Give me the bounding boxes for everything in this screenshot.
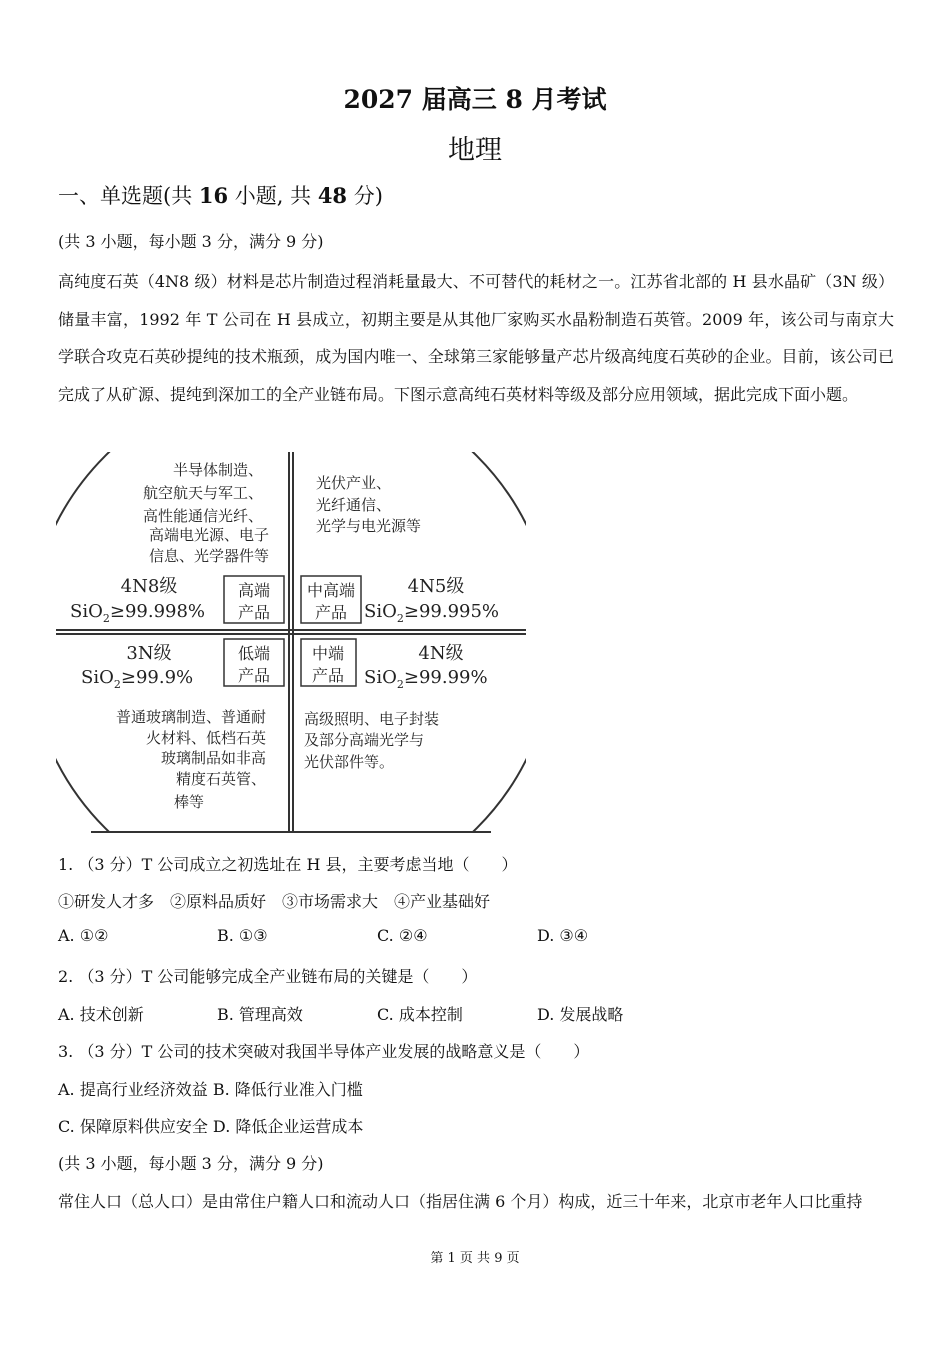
group-note: (共 3 小题，每小题 3 分，满分 9 分) <box>58 232 324 251</box>
tl-use-2: 航空航天与军工、 <box>142 484 263 502</box>
tr-box-line2: 产品 <box>314 603 348 622</box>
question-2-stem: 2. （3 分）T 公司能够完成全产业链布局的关键是（ ） <box>58 967 478 986</box>
q3-options-cd[interactable]: C. 保障原料供应安全 D. 降低企业运营成本 <box>58 1117 364 1136</box>
br-use-1: 高级照明、电子封装 <box>304 710 440 728</box>
tl-grade: 4N8级 <box>120 576 178 597</box>
q1-option-a[interactable]: A. ①② <box>58 926 109 945</box>
bl-use-2: 火材料、低档石英 <box>145 729 266 747</box>
question-1-stem: 1. （3 分）T 公司成立之初选址在 H 县，主要考虑当地（ ） <box>58 855 518 874</box>
br-use-2: 及部分高端光学与 <box>304 731 425 749</box>
bl-box-line1: 低端 <box>237 644 271 663</box>
q2-option-b[interactable]: B. 管理高效 <box>217 1005 303 1024</box>
q2-option-c[interactable]: C. 成本控制 <box>377 1005 463 1024</box>
tr-box-line1: 中高端 <box>306 581 356 600</box>
tl-box-line2: 产品 <box>237 603 271 622</box>
q1-option-b[interactable]: B. ①③ <box>217 926 268 945</box>
bl-use-3: 玻璃制品如非高 <box>160 749 266 767</box>
tl-use-5: 信息、光学器件等 <box>148 547 269 565</box>
subject-title: 地理 <box>448 135 502 166</box>
tr-use-3: 光学与电光源等 <box>316 517 422 535</box>
br-purity: SiO$_2$≥99.99% <box>364 667 488 691</box>
exam-title: 2027 届高三 8 月考试 <box>343 85 607 114</box>
tr-use-2: 光纤通信、 <box>316 496 392 514</box>
bl-purity: SiO$_2$≥99.9% <box>81 667 194 691</box>
question-1-choices: ①研发人才多 ②原料品质好 ③市场需求大 ④产业基础好 <box>58 892 491 911</box>
q3-options-ab[interactable]: A. 提高行业经济效益 B. 降低行业准入门槛 <box>58 1080 363 1099</box>
bl-grade: 3N级 <box>126 643 172 664</box>
passage-text: 高纯度石英（4N8 级）材料是芯片制造过程消耗量最大、不可替代的耗材之一。江苏省北部的 H 县水晶矿（3N 级）储量丰富，1992 年 T 公司在 H 县成立，初期主要是从其他厂家购买水晶粉制造石英管。2009 年，该公司与南京大学联合攻克石英砂提纯的技术瓶颈，成为国内唯一、全球第三家能够量产芯片级高纯度石英砂的企业。目前，该公司已完成了从矿源、提纯到深加工的全产业链布局。下图示意高纯石英材料等级及部分应用领域，据此完成下面小题。 <box>58 272 894 404</box>
tl-purity: SiO$_2$≥99.998% <box>70 601 206 625</box>
tl-use-4: 高端电光源、电子 <box>148 526 269 544</box>
quartz-grade-diagram <box>56 452 526 834</box>
tr-use-1: 光伏产业、 <box>316 474 392 492</box>
q1-option-c[interactable]: C. ②④ <box>377 926 428 945</box>
br-box-line1: 中端 <box>311 644 345 663</box>
bl-use-5: 棒等 <box>173 793 204 811</box>
question-3-stem: 3. （3 分）T 公司的技术突破对我国半导体产业发展的战略意义是（ ） <box>58 1042 590 1061</box>
tr-grade: 4N5级 <box>407 576 465 597</box>
section-heading: 一、单选题(共 16 小题, 共 48 分) <box>58 183 383 208</box>
q2-option-d[interactable]: D. 发展战略 <box>537 1005 624 1024</box>
bl-use-4: 精度石英管、 <box>175 770 266 788</box>
group2-passage: 常住人口（总人口）是由常住户籍人口和流动人口（指居住满 6 个月）构成，近三十年来，北京市老年人口比重持 <box>58 1192 863 1211</box>
br-box-line2: 产品 <box>311 666 345 685</box>
page-footer: 第 1 页 共 9 页 <box>430 1251 520 1266</box>
q2-option-a[interactable]: A. 技术创新 <box>58 1005 144 1024</box>
tl-box-line1: 高端 <box>237 581 271 600</box>
bl-use-1: 普通玻璃制造、普通耐 <box>115 708 266 726</box>
q1-option-d[interactable]: D. ③④ <box>537 926 589 945</box>
group2-note: (共 3 小题，每小题 3 分，满分 9 分) <box>58 1154 324 1173</box>
br-grade: 4N级 <box>418 643 464 664</box>
tr-purity: SiO$_2$≥99.995% <box>364 601 500 625</box>
tl-use-1: 半导体制造、 <box>172 461 263 479</box>
tl-use-3: 高性能通信光纤、 <box>142 507 263 525</box>
br-use-3: 光伏部件等。 <box>304 753 395 771</box>
bl-box-line2: 产品 <box>237 666 271 685</box>
